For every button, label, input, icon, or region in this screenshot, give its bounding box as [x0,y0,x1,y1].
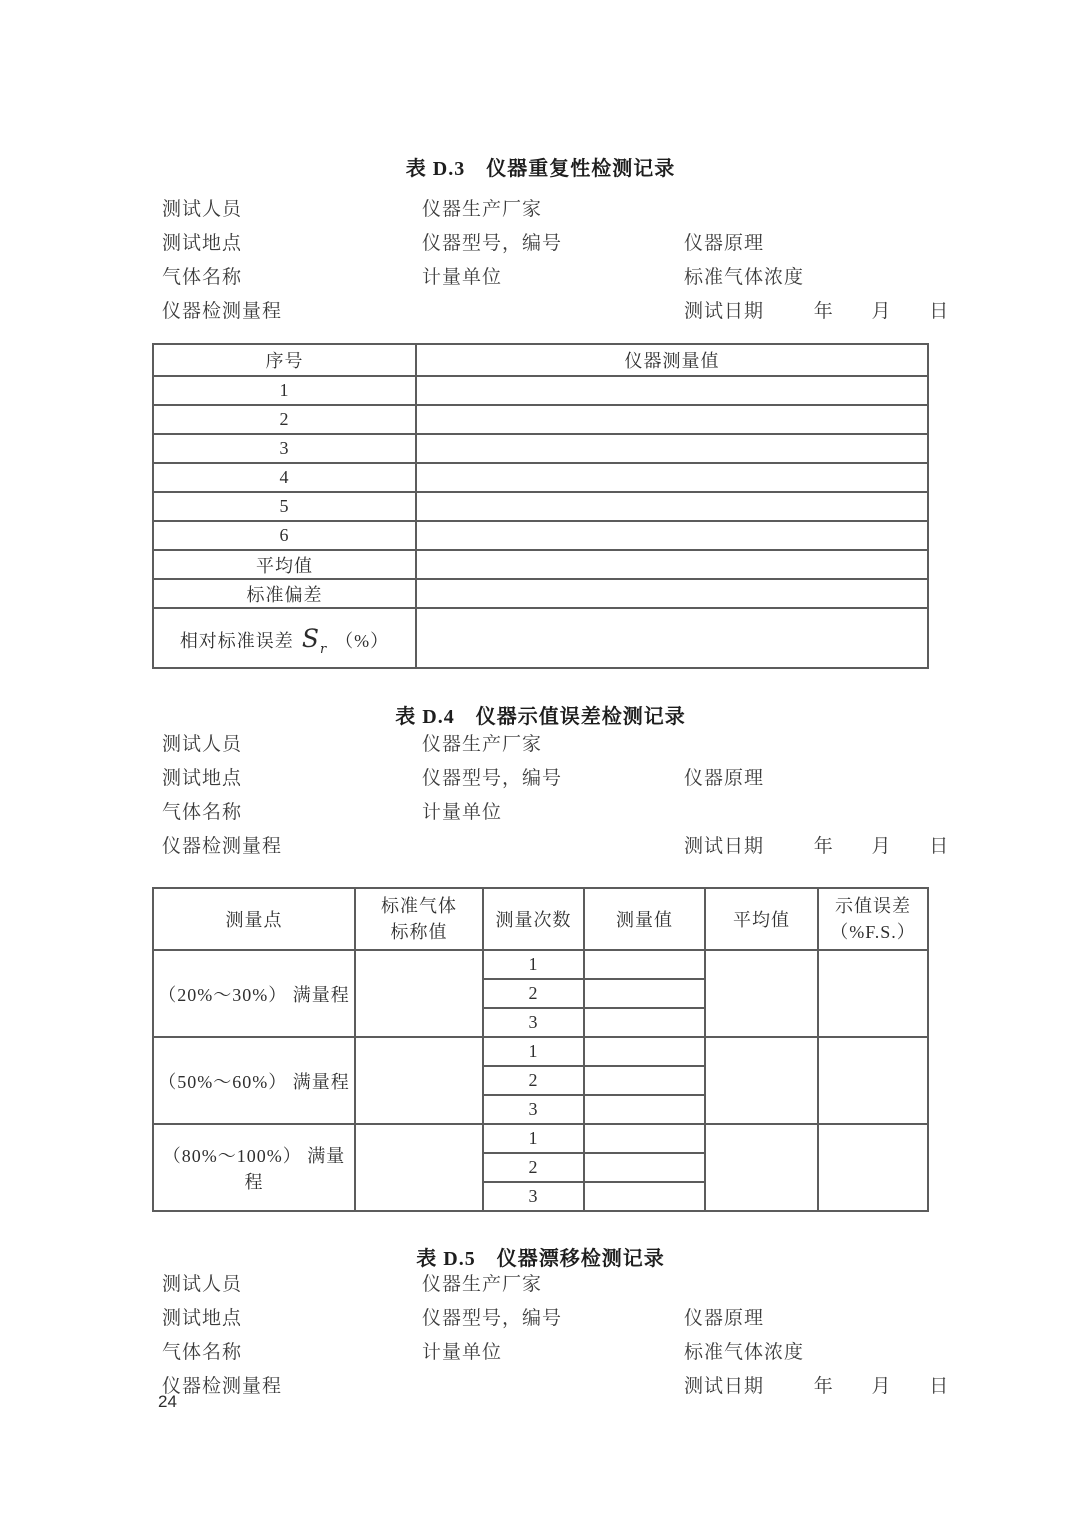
test-date-line [684,1370,952,1404]
measure-value-cell [584,1095,705,1124]
table-d3-title: 表 D.3 仪器重复性检测记录 [405,158,676,180]
model-serial-label: 仪器型号，编号 [422,233,563,254]
tester-label: 测试人员 [162,734,243,755]
location-label: 测试地点 [162,768,243,789]
seq-cell: 5 [153,492,416,521]
seq-cell: 3 [153,434,416,463]
info-row [152,193,952,227]
month-label: 月 [871,1376,892,1397]
model-serial-label: 仪器型号，编号 [422,1308,563,1329]
measure-value-cell [584,979,705,1008]
info-row [152,1268,952,1302]
unit-label: 计量单位 [422,267,503,288]
info-row [152,728,952,762]
value-cell [416,434,928,463]
measure-value-cell [584,1182,705,1211]
location-label: 测试地点 [162,233,243,254]
range-label: 仪器检测量程 [162,301,283,322]
run-number-cell: 3 [483,1008,584,1037]
std-gas-conc-label: 标准气体浓度 [684,267,805,288]
std-nominal-col-header: 标准气体 标称值 [355,888,483,950]
error-col-header: 示值误差 （%F.S.） [818,888,928,950]
measure-value-cell [584,1124,705,1153]
manufacturer-label: 仪器生产厂家 [422,734,543,755]
value-col-header: 仪器测量值 [416,344,928,376]
measure-value-cell [584,1066,705,1095]
value-cell [416,550,928,579]
blank-field [684,193,952,227]
table-row [153,463,928,492]
blank-field [422,1370,684,1404]
model-serial-label: 仪器型号，编号 [422,768,563,789]
times-col-header: 测量次数 [483,888,584,950]
gas-name-label: 气体名称 [162,802,243,823]
table-d3-header-row [153,344,928,376]
point-col-header: 测量点 [153,888,355,950]
measure-point-label: （50%～60%） 满量程 [153,1037,355,1124]
rsd-symbol: $S_r$ [301,623,328,657]
average-col-header: 平均值 [705,888,818,950]
table-d5-title: 表 D.5 仪器漂移检测记录 [416,1248,665,1270]
run-number-cell: 2 [483,1153,584,1182]
seq-cell: 4 [153,463,416,492]
principle-label: 仪器原理 [684,768,765,789]
year-label: 年 [813,836,834,857]
run-number-cell: 2 [483,979,584,1008]
month-label: 月 [871,301,892,322]
table-d3 [152,343,929,669]
std-nominal-cell [355,1124,483,1211]
value-cell [416,521,928,550]
day-label: 日 [929,301,950,322]
std-deviation-row [153,579,928,608]
day-label: 日 [929,1376,950,1397]
rsd-prefix: 相对标准误差 [179,630,294,651]
seq-col-header: 序号 [153,344,416,376]
measure-value-cell [584,1153,705,1182]
average-label: 平均值 [153,550,416,579]
table-d3-info [152,193,952,329]
table-row [153,376,928,405]
average-cell [705,950,818,1037]
run-number-cell: 3 [483,1182,584,1211]
info-row [152,762,952,796]
tester-label: 测试人员 [162,199,243,220]
table-row [153,1124,928,1153]
info-row [152,1336,952,1370]
tester-label: 测试人员 [162,1274,243,1295]
value-cell [416,579,928,608]
day-label: 日 [929,836,950,857]
blank-field [684,728,952,762]
test-date-line [684,830,952,864]
relative-std-error-row [153,608,928,668]
blank-field [422,830,684,864]
gas-name-label: 气体名称 [162,267,243,288]
year-label: 年 [813,301,834,322]
std-nominal-cell [355,950,483,1037]
error-cell [818,1037,928,1124]
value-cell [416,608,928,668]
rsd-suffix: （%） [335,630,390,651]
table-row [153,1037,928,1066]
info-row [152,1302,952,1336]
table-d4-title: 表 D.4 仪器示值误差检测记录 [395,706,686,728]
measure-point-label: （20%～30%） 满量程 [153,950,355,1037]
principle-label: 仪器原理 [684,1308,765,1329]
run-number-cell: 3 [483,1095,584,1124]
range-label: 仪器检测量程 [162,836,283,857]
run-number-cell: 1 [483,950,584,979]
test-date-label: 测试日期 [684,301,765,322]
table-d4-info [152,728,952,864]
value-cell [416,405,928,434]
year-label: 年 [813,1376,834,1397]
info-row [152,1370,952,1404]
manufacturer-label: 仪器生产厂家 [422,1274,543,1295]
error-cell [818,1124,928,1211]
table-d5-info [152,1268,952,1404]
seq-cell: 2 [153,405,416,434]
info-row [152,295,952,329]
value-cell [416,376,928,405]
table-row [153,492,928,521]
info-row [152,261,952,295]
table-row [153,950,928,979]
table-d4-header-row [153,888,928,950]
run-number-cell: 1 [483,1124,584,1153]
std-gas-conc-label: 标准气体浓度 [684,1342,805,1363]
info-row [152,227,952,261]
info-row [152,830,952,864]
measure-value-cell [584,1008,705,1037]
principle-label: 仪器原理 [684,233,765,254]
test-date-line [684,295,952,329]
gas-name-label: 气体名称 [162,1342,243,1363]
average-cell [705,1037,818,1124]
measure-value-cell [584,1037,705,1066]
average-row [153,550,928,579]
measure-value-cell [584,950,705,979]
average-cell [705,1124,818,1211]
value-cell [416,492,928,521]
std-nominal-cell [355,1037,483,1124]
manufacturer-label: 仪器生产厂家 [422,199,543,220]
seq-cell: 1 [153,376,416,405]
table-row [153,434,928,463]
std-deviation-label: 标准偏差 [153,579,416,608]
location-label: 测试地点 [162,1308,243,1329]
table-row [153,521,928,550]
unit-label: 计量单位 [422,802,503,823]
test-date-label: 测试日期 [684,836,765,857]
measure-point-label: （80%～100%） 满量程 [153,1124,355,1211]
blank-field [684,796,952,830]
info-row [152,796,952,830]
relative-std-error-label [153,608,416,668]
unit-label: 计量单位 [422,1342,503,1363]
error-cell [818,950,928,1037]
value-col-header: 测量值 [584,888,705,950]
run-number-cell: 2 [483,1066,584,1095]
value-cell [416,463,928,492]
run-number-cell: 1 [483,1037,584,1066]
blank-field [684,1268,952,1302]
table-row [153,405,928,434]
page-number: 24 [158,1392,177,1411]
table-d4 [152,887,929,1212]
range-label: 仪器检测量程 [162,1376,283,1397]
test-date-label: 测试日期 [684,1376,765,1397]
blank-field [422,295,684,329]
month-label: 月 [871,836,892,857]
seq-cell: 6 [153,521,416,550]
